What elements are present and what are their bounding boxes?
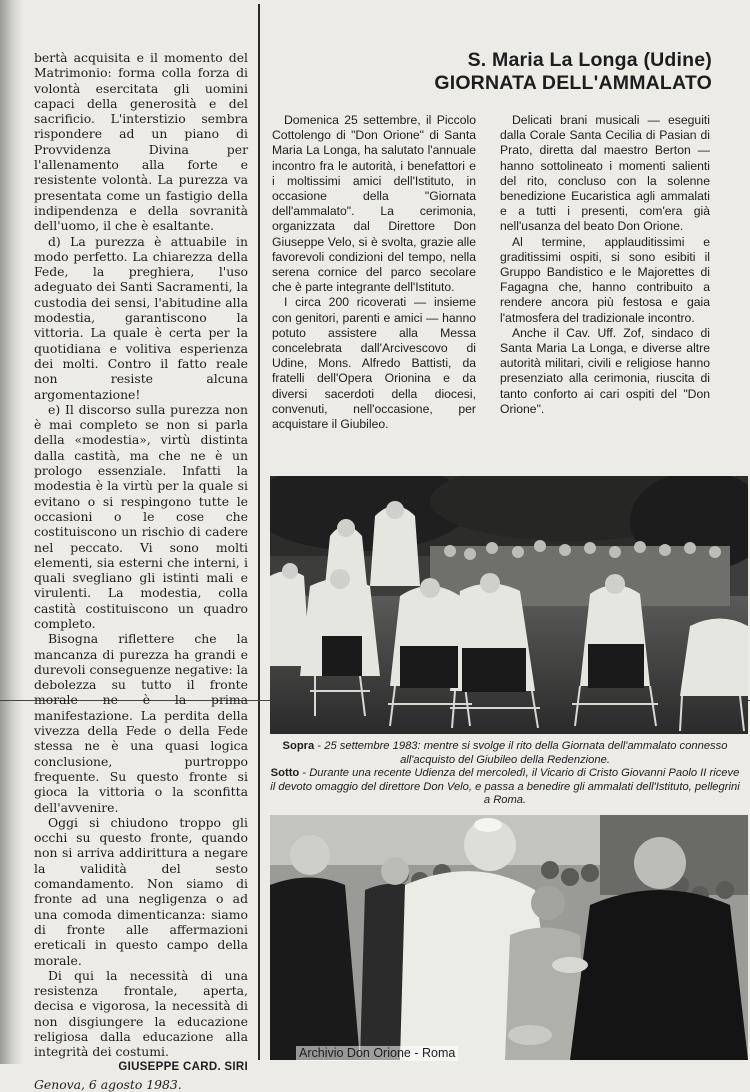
left-paragraph: Bisogna riflettere che la mancanza di purezza ha grandi e durevoli conseguenze negative: la debolezza su tutto il fronte morale ne è la prima manifestazione. La perdita della vivezza della Fede o della Fede stessa ne è una quasi logica conclusione, purtroppo frequente. Su questo fronte si gioca la vittoria o la sconfitta dell'avvenire. xyxy=(34,631,248,815)
article-paragraph: Delicati brani musicali — eseguiti dalla Corale Santa Cecilia di Pasian di Prato, diretta dal maestro Berton — hanno sottolineato i momenti salienti del rito, concluso con la solenne benedizione Eucaristica agli ammalati e a tutti i presenti, com'era già nell'usanza del beato Don Orione. xyxy=(500,113,710,234)
caption-bottom-label: Sotto xyxy=(270,767,300,780)
article-paragraph: Domenica 25 settembre, il Piccolo Cottolengo di "Don Orione" di Santa Maria La Longa, ha salutato l'annuale incontro fra le autorità, i benefattori e i moltissimi amici dell'Istituto, in occasione della "Giornata dell'ammalato". La cerimonia, organizzata dal Direttore Don Giuseppe Velo, si è svolta, grazie alle favorevoli condizioni del tempo, nella serena cornice del parco secolare che è parte integrante dell'Istituto. xyxy=(272,113,476,295)
left-paragraph: Oggi si chiudono troppo gli occhi su questo fronte, quando non si arriva addirittura a negare la validità del sesto comandamento. Non siamo di fronte ad una negligenza o ad una comoda dimenticanza: siamo di fronte alle affermazioni ereticali in questo campo della morale. xyxy=(34,814,248,968)
caption-separator: - xyxy=(302,767,310,780)
left-paragraph: e) Il discorso sulla purezza non è mai completo se non si parla della «modestia», virtù distinta dalla castità, ma che ne è un prologo essenziale. Infatti la modestia è la virtù per la quale si evitano o si respingono tutte le occasioni o le cose che costituiscono un rischio di cadere nel peccato. Vi sono molti elementi, sia esterni che interni, i quali svegliano gli istinti mali e virulenti. La modestia, colla castità costituiscono un quadro completo. xyxy=(34,401,248,631)
caption-bottom-text: Durante una recente Udienza del mercoledì, il Vicario di Cristo Giovanni Paolo II riceve il devoto omaggio del direttore Don Velo, e passa a benedire gli ammalati dell'Istituto, pellegrini a Roma. xyxy=(270,767,740,807)
archive-watermark: Archivio Don Orione - Roma xyxy=(296,1046,458,1061)
caption-top-text: 25 settembre 1983: mentre si svolge il rito della Giornata dell'ammalato connesso all'acquisto del Giubileo della Redenzione. xyxy=(324,740,728,766)
photo-papal-audience-image xyxy=(270,815,748,1060)
dateline: Genova, 6 agosto 1983. xyxy=(34,1076,182,1092)
article-column-1 xyxy=(272,113,476,432)
left-paragraph: d) La purezza è attuabile in modo perfetto. La chiarezza della Fede, la preghiera, l'uso adeguato dei Santi Sacramenti, la custodia dei sensi, l'abitudine alla modestia, garantiscono la vittoria. La quale è certa per la quotidiana e volitiva esperienza dei molti. Contro il fatto reale non resiste alcuna argomentazione! xyxy=(34,233,248,402)
article-column-2 xyxy=(500,113,710,417)
photo-caption xyxy=(270,740,740,808)
caption-separator: - xyxy=(317,740,325,752)
column-divider xyxy=(258,4,260,1060)
photo-outdoor-mass xyxy=(270,476,748,734)
left-paragraph: bertà acquisita e il momento del Matrimonio: forma colla forza di volontà esercitata gli uomini capaci della generosità e del sacrificio. L'interstizio sembra rispondere ad un piano di Provvidenza Divina per l'allenamento alla forte e resistente volontà. La purezza va presentata come un fastigio della indipendenza e della sovranità dell'uomo, il che è esaltante. xyxy=(34,50,248,234)
page-binding-shadow xyxy=(0,0,24,1064)
article-paragraph: I circa 200 ricoverati — insieme con genitori, parenti e amici — hanno potuto assistere alla Messa concelebrata dall'Arcivescovo di Udine, Mons. Alfredo Battisti, da fratelli dell'Opera Orionina e da diversi sacerdoti della diocesi, convenuti, nell'occasione, per acquistare il Giubileo. xyxy=(272,295,476,432)
event-title: GIORNATA DELL'AMMALATO xyxy=(434,72,712,94)
location-title: S. Maria La Longa (Udine) xyxy=(467,49,712,71)
photo-papal-audience xyxy=(270,815,748,1060)
left-article-column xyxy=(34,50,248,1092)
caption-top-label: Sopra xyxy=(282,740,315,752)
photo-outdoor-mass-image xyxy=(270,476,748,734)
article-paragraph: Anche il Cav. Uff. Zof, sindaco di Santa Maria La Longa, e diverse altre autorità militari, civili e religiose hanno presenziato alla cerimonia, riuscita di tanto conforto ai cari ospiti del "Don Orione". xyxy=(500,325,710,416)
left-paragraph: Di qui la necessità di una resistenza frontale, aperta, decisa e vigorosa, la necessità di non disgiungere la educazione religiosa dalla educazione alla integrità dei costumi. xyxy=(34,967,248,1060)
author-signature: GIUSEPPE CARD. SIRI xyxy=(118,1060,248,1073)
article-header xyxy=(300,49,712,95)
article-paragraph: Al termine, applauditissimi e graditissimi ospiti, si sono esibiti il Gruppo Bandistico e le Majorettes di Fagagna che, hanno contribuito a rendere ancora più festosa e gaia l'atmosfera del tradizionale incontro. xyxy=(500,234,710,325)
